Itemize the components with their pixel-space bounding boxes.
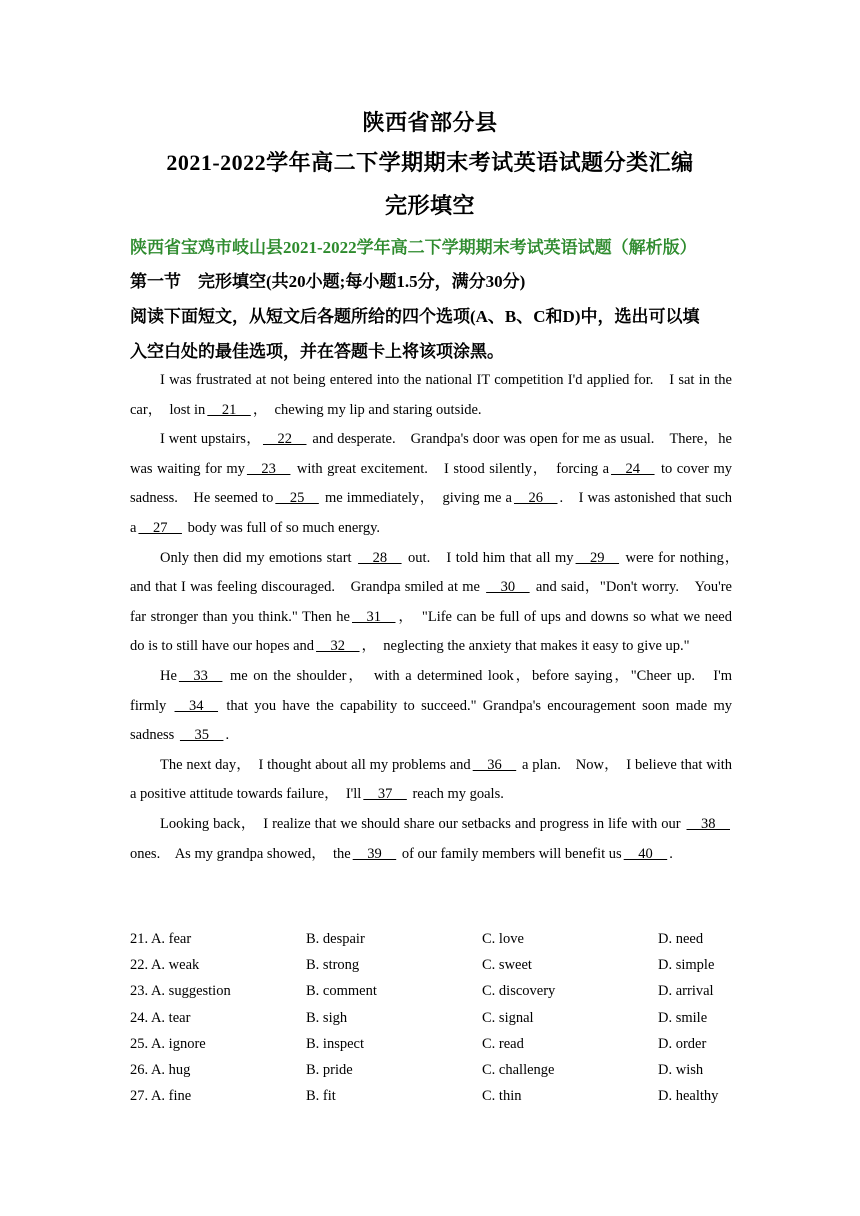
option-d: D. healthy <box>658 1088 719 1105</box>
passage-text: He <box>160 667 177 684</box>
option-row <box>130 1031 750 1057</box>
option-d: D. smile <box>658 1009 708 1026</box>
passage-text: I was frustrated at not being entered into the national IT competition I'd applied for. I sat in the car， lost in <box>130 372 732 418</box>
option-d: D. need <box>658 931 704 947</box>
passage-text: ， neglecting the anxiety that makes it easy to give up." <box>361 638 690 655</box>
option-row <box>130 1005 750 1031</box>
blank-31: 31 <box>352 608 396 625</box>
option-b: B. despair <box>306 931 365 947</box>
source-title: 陕西省宝鸡市岐山县2021-2022学年高二下学期期末考试英语试题（解析版） <box>130 238 697 257</box>
option-b: B. fit <box>306 1088 336 1105</box>
blank-21: 21 <box>207 401 251 418</box>
blank-25: 25 <box>275 490 319 507</box>
paragraph <box>130 810 732 869</box>
option-c: C. love <box>482 931 524 947</box>
option-d: D. simple <box>658 957 715 974</box>
option-c: C. signal <box>482 1009 534 1026</box>
option-a: 27. A. fine <box>130 1088 192 1105</box>
blank-35: 35 <box>179 727 224 744</box>
option-b: B. comment <box>306 983 377 1000</box>
option-d: D. arrival <box>658 983 714 1000</box>
option-d: D. wish <box>658 1061 704 1078</box>
passage-text: with great excitement. I stood silently， forcing a <box>292 460 610 477</box>
option-row <box>130 926 750 952</box>
doc-title-line3: 完形填空 <box>384 193 475 218</box>
passage-text: ， "Life can be full of ups and downs so what we need do is to still have our hopes and <box>130 608 732 655</box>
instructions-line1: 阅读下面短文，从短文后各题所给的四个选项(A、B、C和D)中，选出可以填 <box>130 307 700 326</box>
option-c: C. thin <box>482 1088 522 1105</box>
passage-text: me immediately， giving me a <box>320 490 512 507</box>
option-row <box>130 978 750 1004</box>
passage-text: Only then did my emotions start <box>160 549 357 566</box>
blank-38: 38 <box>686 815 730 832</box>
paragraph <box>130 662 732 751</box>
blank-33: 33 <box>178 667 223 684</box>
passage-text: and said，"Don't worry. You're far stronger than you think." Then he <box>130 579 732 625</box>
option-a: 22. A. weak <box>130 957 200 974</box>
passage-text: . I was astonished that such a <box>130 490 733 536</box>
option-b: B. inspect <box>306 1035 364 1052</box>
option-c: C. challenge <box>482 1061 555 1078</box>
passage <box>130 366 747 869</box>
option-c: C. sweet <box>482 957 532 974</box>
blank-29: 29 <box>575 549 620 566</box>
blank-24: 24 <box>611 460 655 477</box>
doc-title-line1: 陕西省部分县 <box>362 110 498 135</box>
blank-32: 32 <box>316 638 360 655</box>
option-row <box>130 1083 750 1109</box>
option-c: C. read <box>482 1035 524 1052</box>
passage-text: . <box>225 727 230 744</box>
blank-27: 27 <box>138 519 182 536</box>
passage-text: to cover my sadness. He seemed to <box>130 460 732 507</box>
passage-text: me on the shoulder， with a determined look，before saying，"Cheer up. I'm firmly <box>130 667 732 714</box>
passage-text: I went upstairs， <box>160 431 261 448</box>
option-b: B. pride <box>306 1061 353 1078</box>
blank-40: 40 <box>623 845 668 862</box>
passage-text: and desperate. Grandpa's door was open for me as usual. There，he was waiting for my <box>130 431 732 477</box>
passage-text: of our family members will benefit us <box>398 845 622 862</box>
blank-23: 23 <box>246 460 291 477</box>
passage-text: body was full of so much energy. <box>183 519 381 536</box>
option-row <box>130 1057 750 1083</box>
section-heading: 第一节 完形填空(共20小题;每小题1.5分，满分30分) <box>130 272 526 291</box>
blank-28: 28 <box>358 549 402 566</box>
passage-text: Looking back， I realize that we should share our setbacks and progress in life with our <box>160 815 685 832</box>
blank-36: 36 <box>472 756 517 773</box>
blank-26: 26 <box>513 490 558 507</box>
blank-34: 34 <box>174 697 219 714</box>
option-d: D. order <box>658 1035 707 1052</box>
paragraph <box>130 425 732 543</box>
blank-37: 37 <box>363 786 407 803</box>
passage-text: reach my goals. <box>408 786 504 803</box>
paragraph <box>130 366 732 425</box>
paragraph <box>130 751 732 810</box>
option-a: 26. A. hug <box>130 1061 191 1078</box>
passage-text: ones. As my grandpa showed， the <box>130 845 351 862</box>
option-a: 25. A. ignore <box>130 1035 206 1052</box>
blank-30: 30 <box>486 579 530 596</box>
doc-title-line2: 2021-2022学年高二下学期期末考试英语试题分类汇编 <box>166 150 694 175</box>
option-b: B. strong <box>306 957 360 974</box>
instructions-line2: 入空白处的最佳选项，并在答题卡上将该项涂黑。 <box>130 342 504 361</box>
passage-text: a plan. Now， I believe that with a positive attitude towards failure， I'll <box>130 756 733 803</box>
option-a: 24. A. tear <box>130 1009 191 1026</box>
option-row <box>130 952 750 978</box>
passage-text: out. I told him that all my <box>403 549 574 566</box>
passage-text: that you have the capability to succeed." Grandpa's encouragement soon made my sadness <box>130 697 732 744</box>
passage-text: were for nothing， and that I was feeling discouraged. Grandpa smiled at me <box>130 549 747 596</box>
option-c: C. discovery <box>482 983 556 1000</box>
passage-text: ， chewing my lip and staring outside. <box>252 401 482 418</box>
passage-text: . <box>669 845 673 862</box>
option-a: 21. A. fear <box>130 931 192 947</box>
blank-22: 22 <box>262 431 307 448</box>
blank-39: 39 <box>352 845 397 862</box>
options-list <box>130 926 750 1109</box>
paragraph <box>130 544 747 662</box>
option-a: 23. A. suggestion <box>130 983 231 1000</box>
option-b: B. sigh <box>306 1009 348 1026</box>
passage-text: The next day， I thought about all my problems and <box>160 756 471 773</box>
